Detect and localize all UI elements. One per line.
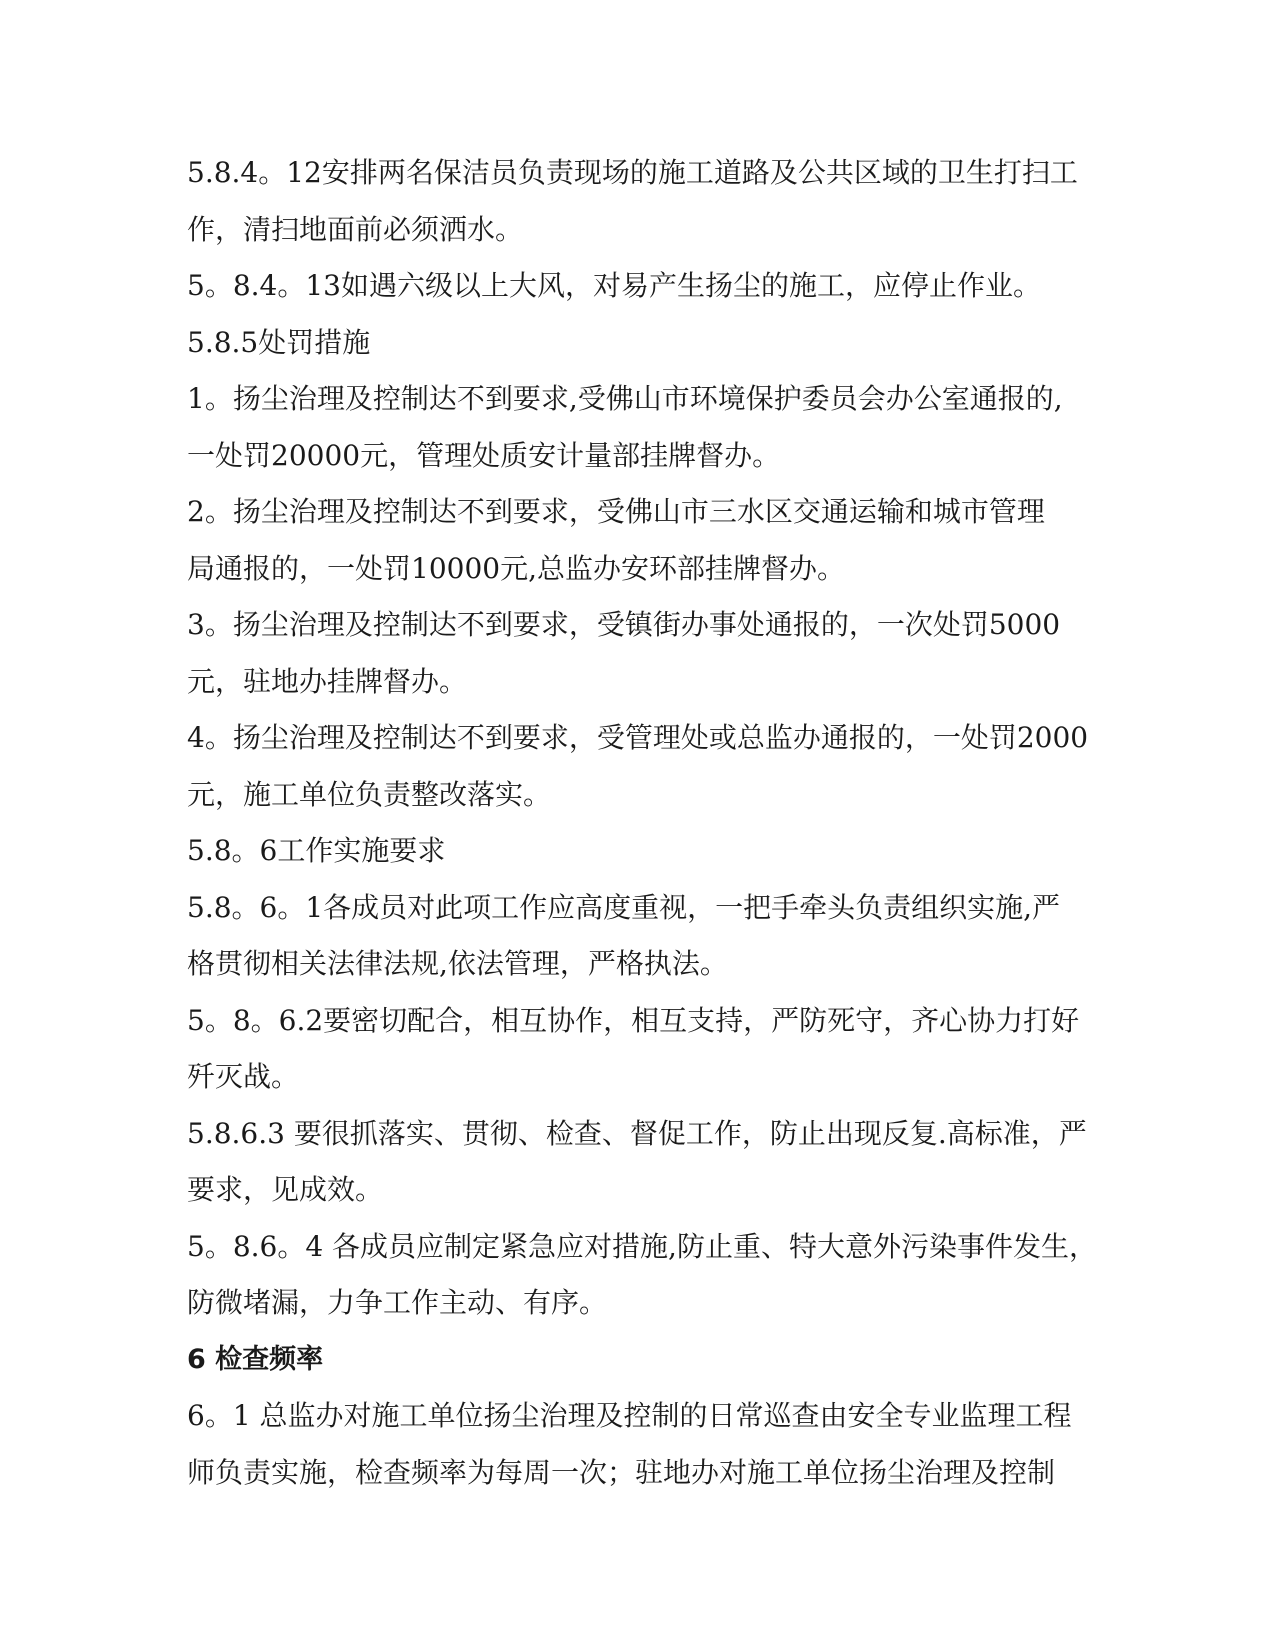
section-title: 5.8。6工作实施要求 <box>187 834 446 867</box>
text-line: 歼灭战。 <box>187 1060 300 1093</box>
text-line: 格贯彻相关法律法规,依法管理，严格执法。 <box>187 947 728 980</box>
section-title: 5.8.5处罚措施 <box>187 325 371 359</box>
document-body <box>187 145 1097 1501</box>
text-line: 3。扬尘治理及控制达不到要求，受镇街办事处通报的，一次处罚5000 <box>187 608 1061 641</box>
text-line: 4。扬尘治理及控制达不到要求，受管理处或总监办通报的，一处罚2000 <box>187 721 1089 754</box>
text-line: 作，清扫地面前必须洒水。 <box>187 212 524 246</box>
text-line: 5。8。6.2要密切配合，相互协作，相互支持，严防死守，齐心协力打好 <box>187 1003 1080 1037</box>
text-line: 5.8.6.3 要很抓落实、贯彻、检查、督促工作，防止出现反复.高标准，严 <box>187 1116 1087 1150</box>
text-line: 一处罚20000元，管理处质安计量部挂牌督办。 <box>187 438 781 472</box>
text-line: 5。8.6。4 各成员应制定紧急应对措施,防止重、特大意外污染事件发生， <box>187 1229 1097 1263</box>
text-line: 5.8。6。1各成员对此项工作应高度重视，一把手牵头负责组织实施,严 <box>187 890 1061 924</box>
text-line: 元，驻地办挂牌督办。 <box>187 664 468 698</box>
chapter-heading: 6 检查频率 <box>187 1343 324 1375</box>
text-line: 防微堵漏，力争工作主动、有序。 <box>187 1286 608 1319</box>
text-line: 1。扬尘治理及控制达不到要求,受佛山市环境保护委员会办公室通报的, <box>187 382 1063 415</box>
text-line: 师负责实施，检查频率为每周一次；驻地办对施工单位扬尘治理及控制 <box>187 1455 1056 1489</box>
text-line: 局通报的，一处罚10000元,总监办安环部挂牌督办。 <box>187 551 845 585</box>
text-line: 5.8.4。12安排两名保洁员负责现场的施工道路及公共区域的卫生打扫工 <box>187 156 1078 189</box>
text-line: 5。8.4。13如遇六级以上大风，对易产生扬尘的施工，应停止作业。 <box>187 269 1041 302</box>
text-line: 元，施工单位负责整改落实。 <box>187 777 552 811</box>
text-line: 6。1 总监办对施工单位扬尘治理及控制的日常巡查由安全专业监理工程 <box>187 1399 1072 1432</box>
text-line: 2。扬尘治理及控制达不到要求，受佛山市三水区交通运输和城市管理 <box>187 495 1045 528</box>
text-line: 要求，见成效。 <box>187 1173 384 1206</box>
